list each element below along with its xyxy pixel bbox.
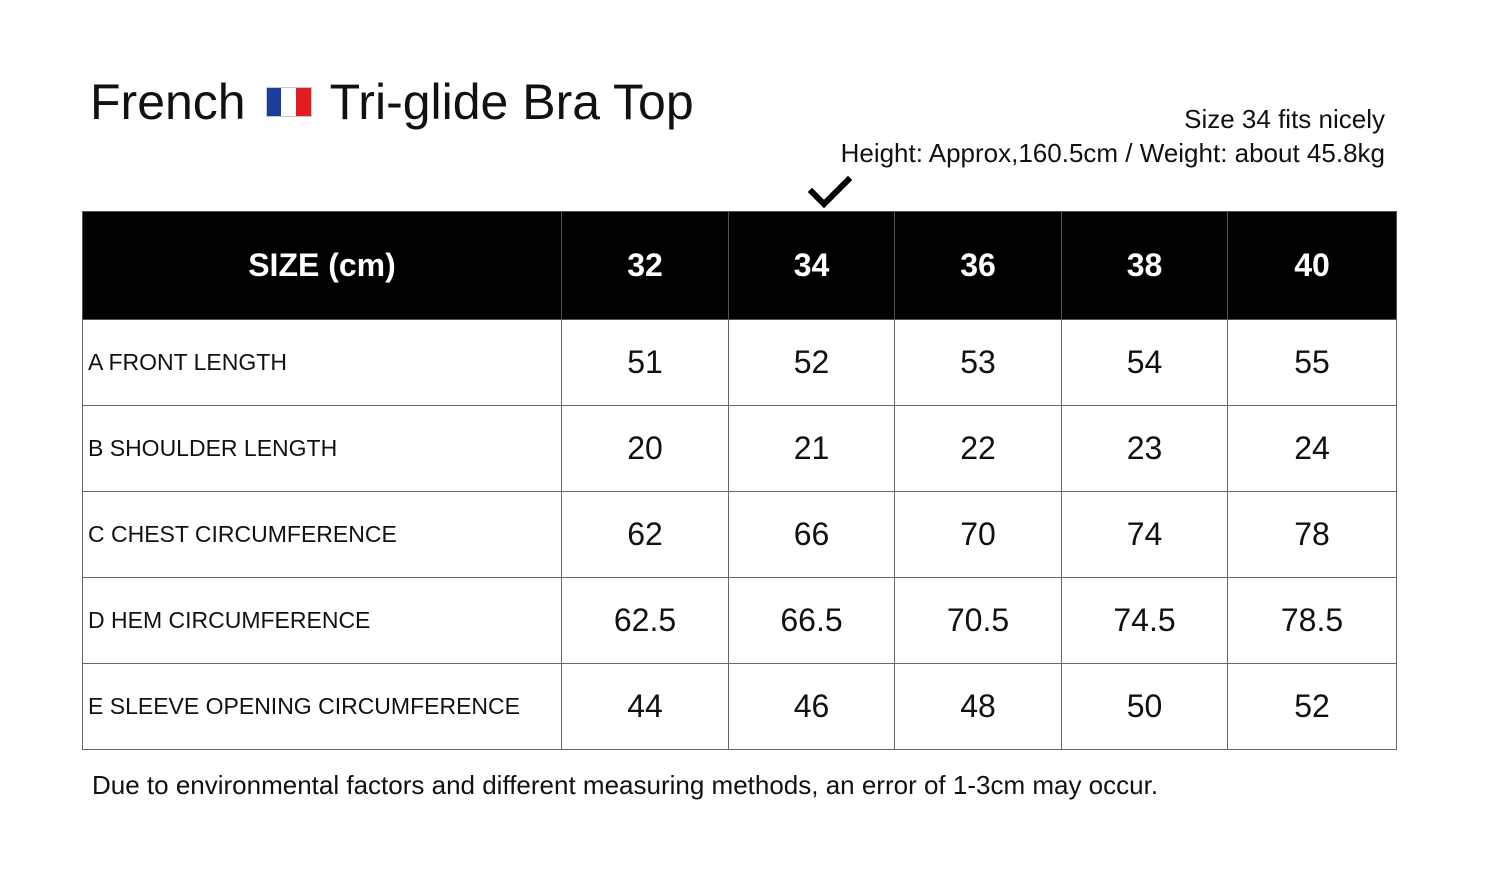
title-product-name: Tri-glide Bra Top bbox=[329, 74, 694, 130]
table-cell: 62 bbox=[562, 492, 729, 578]
fit-note-size: Size 34 fits nicely bbox=[1184, 104, 1385, 134]
table-row bbox=[83, 492, 1397, 578]
table-cell: 74.5 bbox=[1062, 578, 1228, 664]
table-cell: 62.5 bbox=[562, 578, 729, 664]
size-chart-table bbox=[82, 211, 1397, 750]
table-cell: 70 bbox=[895, 492, 1062, 578]
fit-note bbox=[841, 102, 1385, 170]
table-cell: 48 bbox=[895, 664, 1062, 750]
table-cell: 51 bbox=[562, 320, 729, 406]
table-cell: 52 bbox=[729, 320, 895, 406]
row-label: A FRONT LENGTH bbox=[83, 320, 562, 406]
size-header-40: 40 bbox=[1228, 212, 1397, 320]
size-header-34: 34 bbox=[729, 212, 895, 320]
checkmark-icon bbox=[808, 176, 852, 210]
table-cell: 22 bbox=[895, 406, 1062, 492]
size-header-36: 36 bbox=[895, 212, 1062, 320]
table-cell: 53 bbox=[895, 320, 1062, 406]
table-cell: 52 bbox=[1228, 664, 1397, 750]
size-column-header: SIZE (cm) bbox=[83, 212, 562, 320]
table-cell: 21 bbox=[729, 406, 895, 492]
flag-white-stripe bbox=[281, 88, 296, 116]
table-cell: 44 bbox=[562, 664, 729, 750]
table-cell: 20 bbox=[562, 406, 729, 492]
table-cell: 24 bbox=[1228, 406, 1397, 492]
measurement-disclaimer: Due to environmental factors and different measuring methods, an error of 1-3cm may occur. bbox=[92, 770, 1159, 800]
table-cell: 66 bbox=[729, 492, 895, 578]
flag-blue-stripe bbox=[267, 88, 282, 116]
row-label: D HEM CIRCUMFERENCE bbox=[83, 578, 562, 664]
france-flag-icon bbox=[266, 87, 312, 117]
page-title bbox=[90, 72, 694, 132]
table-cell: 78 bbox=[1228, 492, 1397, 578]
table-cell: 66.5 bbox=[729, 578, 895, 664]
table-row bbox=[83, 320, 1397, 406]
table-cell: 23 bbox=[1062, 406, 1228, 492]
table-cell: 70.5 bbox=[895, 578, 1062, 664]
title-prefix: French bbox=[90, 74, 246, 130]
fit-note-measurements: Height: Approx,160.5cm / Weight: about 45.8kg bbox=[840, 138, 1385, 168]
table-cell: 55 bbox=[1228, 320, 1397, 406]
table-cell: 78.5 bbox=[1228, 578, 1397, 664]
flag-red-stripe bbox=[296, 88, 311, 116]
table-row bbox=[83, 406, 1397, 492]
size-header-38: 38 bbox=[1062, 212, 1228, 320]
table-header-row bbox=[83, 212, 1397, 320]
table-cell: 54 bbox=[1062, 320, 1228, 406]
size-header-32: 32 bbox=[562, 212, 729, 320]
table-cell: 50 bbox=[1062, 664, 1228, 750]
table-cell: 46 bbox=[729, 664, 895, 750]
row-label: B SHOULDER LENGTH bbox=[83, 406, 562, 492]
table-row bbox=[83, 578, 1397, 664]
row-label: E SLEEVE OPENING CIRCUMFERENCE bbox=[83, 664, 562, 750]
table-row bbox=[83, 664, 1397, 750]
table-cell: 74 bbox=[1062, 492, 1228, 578]
row-label: C CHEST CIRCUMFERENCE bbox=[83, 492, 562, 578]
